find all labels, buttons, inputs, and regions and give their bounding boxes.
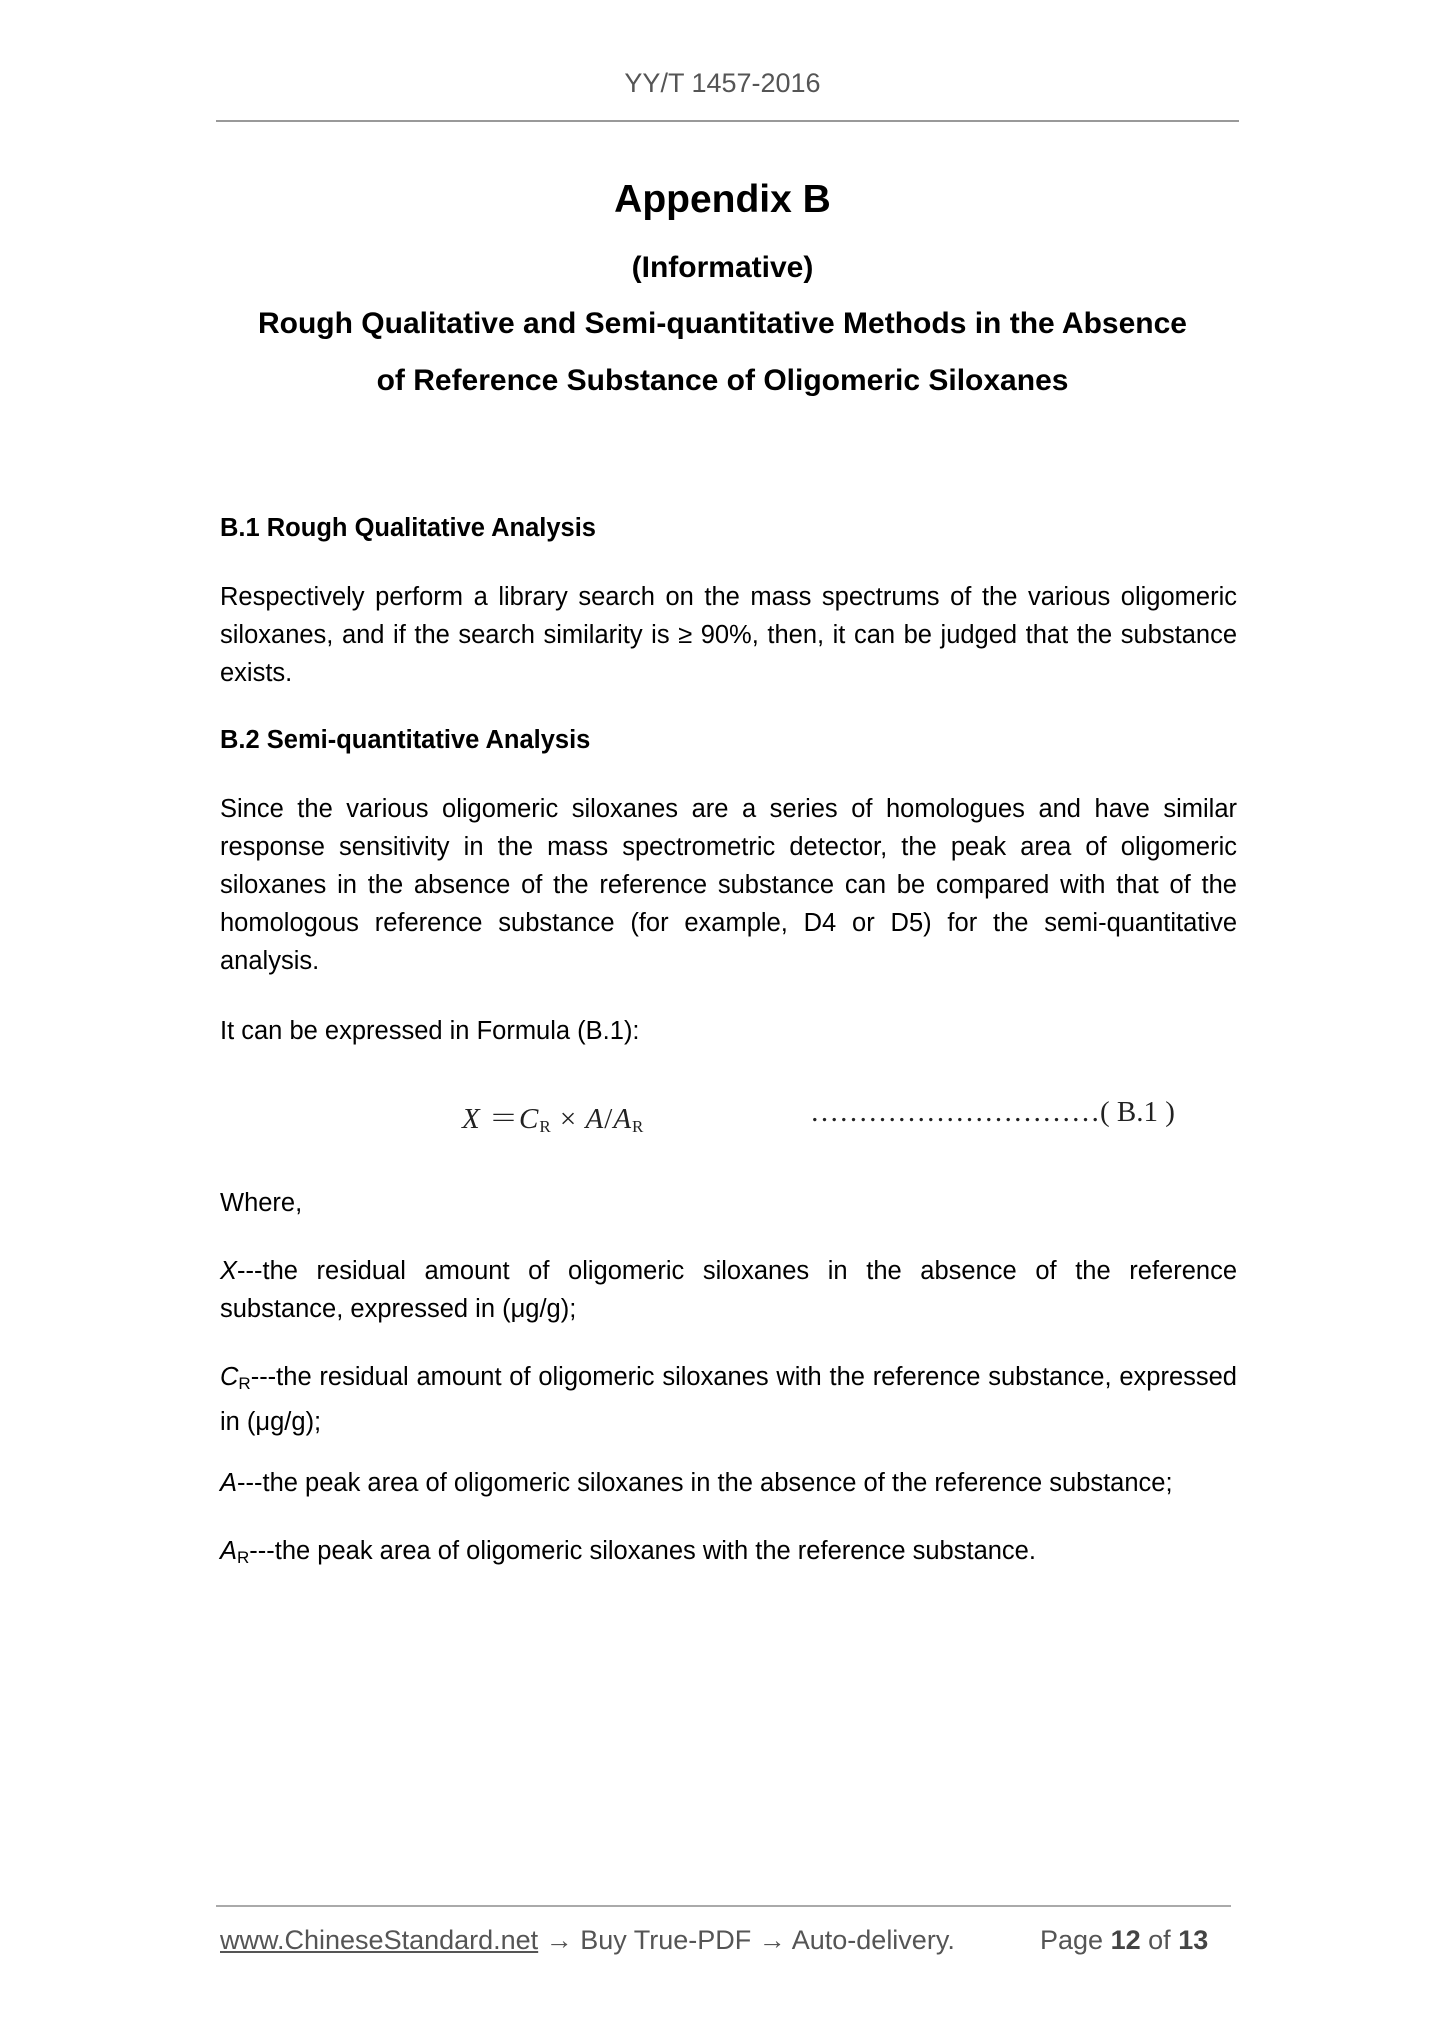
definition-symbol: X xyxy=(220,1257,238,1285)
formula-b1 xyxy=(462,1096,644,1137)
definition-ar xyxy=(220,1532,1237,1577)
definition-text: ---the peak area of oligomeric siloxanes in the absence of the reference substance; xyxy=(237,1469,1173,1497)
formula-label: ( B.1 ) xyxy=(1100,1096,1175,1128)
page-total: 13 xyxy=(1178,1925,1209,1955)
formula-x: X xyxy=(462,1103,481,1135)
definition-symbol: C xyxy=(220,1363,239,1391)
definition-x xyxy=(220,1252,1237,1328)
definition-a xyxy=(220,1464,1237,1502)
appendix-title: Appendix B xyxy=(614,178,831,221)
page-of-label: of xyxy=(1148,1925,1171,1955)
appendix-type: (Informative) xyxy=(631,251,814,284)
formula-times: × xyxy=(559,1103,578,1135)
page-number: 12 xyxy=(1110,1925,1141,1955)
formula-equals: ＝ xyxy=(488,1103,519,1135)
formula-slash: / xyxy=(604,1103,614,1135)
appendix-heading-line-1: Rough Qualitative and Semi-quantitative Methods in the Absence xyxy=(257,307,1187,340)
formula-ar-sub: R xyxy=(632,1117,645,1136)
section-b2-heading: B.2 Semi-quantitative Analysis xyxy=(220,726,591,754)
definition-subscript: R xyxy=(238,1374,251,1393)
definition-text: ---the peak area of oligomeric siloxanes with the reference substance. xyxy=(249,1537,1036,1565)
section-b2-text: Since the various oligomeric siloxanes are a series of homologues and have similar response sensitivity in the mass spectrometric detector, the peak area of oligomeric siloxanes in the absence of the reference substance can be compared with that of the homologous reference substance (for example, D4 or D5) for the semi-quantitative analysis. xyxy=(220,795,1237,975)
formula-c: C xyxy=(518,1103,540,1135)
page-indicator xyxy=(1040,1925,1208,1956)
appendix-heading-line-2: of Reference Substance of Oligomeric Siloxanes xyxy=(376,364,1069,397)
section-b1-heading: B.1 Rough Qualitative Analysis xyxy=(220,514,596,542)
footer-promo-text: → Buy True-PDF → Auto-delivery. xyxy=(538,1925,955,1955)
document-code: YY/T 1457-2016 xyxy=(624,68,821,98)
website-link[interactable]: www.ChineseStandard.net xyxy=(220,1925,539,1955)
where-label: Where, xyxy=(220,1189,303,1217)
section-b1-text: Respectively perform a library search on the mass spectrums of the various oligomeric siloxanes, and if the search similarity is ≥ 90%, then, it can be judged that the substance exists. xyxy=(220,583,1237,687)
definition-cr xyxy=(220,1358,1237,1441)
definition-symbol: A xyxy=(220,1469,238,1497)
footer-divider xyxy=(216,1905,1231,1907)
definition-text: ---the residual amount of oligomeric siloxanes with the reference substance, expressed in (μg/g); xyxy=(220,1363,1237,1436)
definition-text: ---the residual amount of oligomeric siloxanes in the absence of the reference substance, expressed in (μg/g); xyxy=(220,1257,1237,1323)
formula-a: A xyxy=(585,1103,605,1135)
formula-ar: A xyxy=(613,1103,633,1135)
formula-intro: It can be expressed in Formula (B.1): xyxy=(220,1017,640,1045)
page-label: Page xyxy=(1040,1925,1104,1955)
footer-promo xyxy=(220,1925,955,1956)
formula-c-sub: R xyxy=(539,1117,552,1136)
definition-subscript: R xyxy=(237,1548,250,1567)
definition-symbol: A xyxy=(220,1537,238,1565)
formula-leader-dots: ………………………… xyxy=(810,1096,1100,1128)
formula-number xyxy=(810,1096,1175,1129)
header-divider xyxy=(216,120,1239,122)
